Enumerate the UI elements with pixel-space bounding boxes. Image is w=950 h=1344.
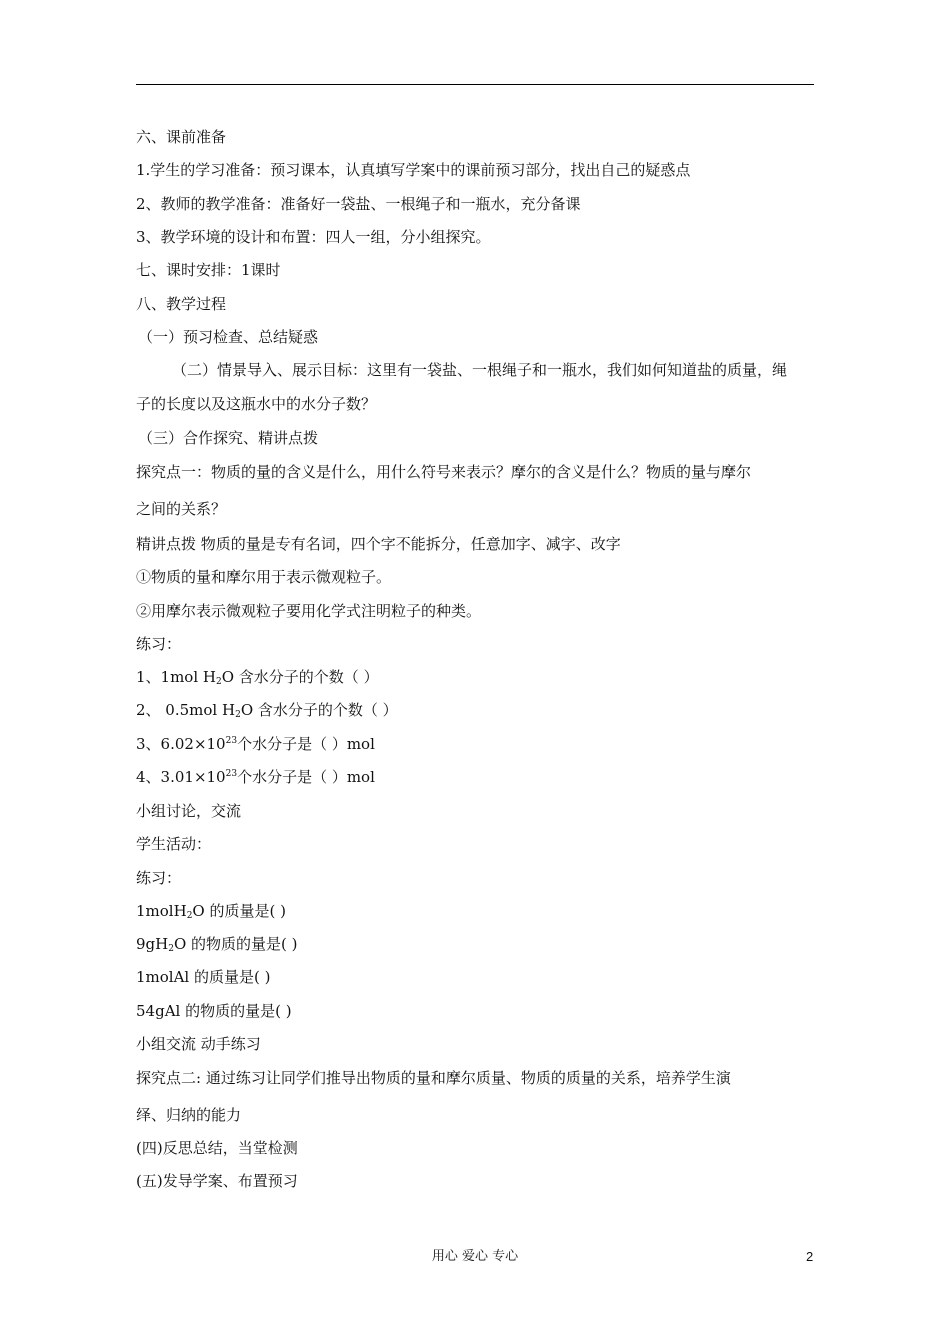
process-step-5: (五)发导学案、布置预习: [136, 1172, 298, 1190]
section-heading-schedule: 七、课时安排：1课时: [136, 261, 281, 279]
group-discussion: 小组讨论，交流: [136, 802, 242, 820]
inquiry-point-2-line1: 探究点二: 通过练习让同学们推导出物质的量和摩尔质量、物质的质量的关系，培养学生演: [136, 1069, 731, 1087]
exercise-heading-2: 练习：: [136, 869, 182, 887]
exercise-mass-item-4: 54gAl 的物质的量是( ): [136, 1002, 292, 1020]
process-step-1: （一）预习检查、总结疑惑: [138, 328, 319, 346]
inquiry-point-1-line1: 探究点一：物质的量的含义是什么，用什么符号来表示？摩尔的含义是什么？物质的量与摩尔: [136, 463, 752, 481]
process-step-4: (四)反思总结，当堂检测: [136, 1139, 298, 1157]
section-heading-prep: 六、课前准备: [136, 128, 227, 146]
inquiry-point-2-line2: 绎、归纳的能力: [136, 1106, 242, 1124]
section-heading-process: 八、教学过程: [136, 295, 227, 313]
exercise-item-1: 1、1mol $H_2O$ 含水分子的个数（ ）: [136, 668, 379, 687]
key-point-2: ②用摩尔表示微观粒子要用化学式注明粒子的种类。: [136, 602, 482, 620]
page-number: 2: [806, 1249, 814, 1264]
prep-item-environment: 3、教学环境的设计和布置：四人一组，分小组探究。: [136, 228, 491, 246]
process-step-3: （三）合作探究、精讲点拨: [138, 429, 319, 447]
process-step-2-line1: （二）情景导入、展示目标：这里有一袋盐、一根绳子和一瓶水，我们如何知道盐的质量，绳: [172, 361, 788, 379]
group-practice: 小组交流 动手练习: [136, 1035, 261, 1053]
exercise-mass-item-3: 1molAl 的质量是( ): [136, 968, 271, 986]
header-rule: [136, 84, 814, 85]
exercise-item-3: 3、$6.02\times 10^{23}$个水分子是（ ）mol: [136, 735, 375, 753]
exercise-item-2: 2、 0.5mol $H_2O$ 含水分子的个数（ ）: [136, 701, 398, 720]
exercise-heading-1: 练习：: [136, 635, 182, 653]
page-footer: 用心 爱心 专心: [431, 1249, 519, 1264]
prep-item-student: 1.学生的学习准备：预习课本，认真填写学案中的课前预习部分，找出自己的疑惑点: [136, 161, 691, 179]
key-point-1: ①物质的量和摩尔用于表示微观粒子。: [136, 568, 392, 586]
inquiry-point-1-line2: 之间的关系？: [136, 500, 227, 518]
key-explanation: 精讲点拨 物质的量是专有名词，四个字不能拆分，任意加字、减字、改字: [136, 535, 621, 553]
student-activity: 学生活动：: [136, 835, 212, 853]
process-step-2-line2: 子的长度以及这瓶水中的水分子数？: [136, 395, 377, 413]
exercise-item-4: 4、$3.01\times 10^{23}$个水分子是（ ）mol: [136, 768, 375, 786]
prep-item-teacher: 2、教师的教学准备：准备好一袋盐、一根绳子和一瓶水，充分备课: [136, 195, 581, 213]
exercise-mass-item-1: 1molH$_2$O 的质量是( ): [136, 902, 286, 921]
exercise-mass-item-2: $9gH_2O$ 的物质的量是( ): [136, 935, 298, 954]
